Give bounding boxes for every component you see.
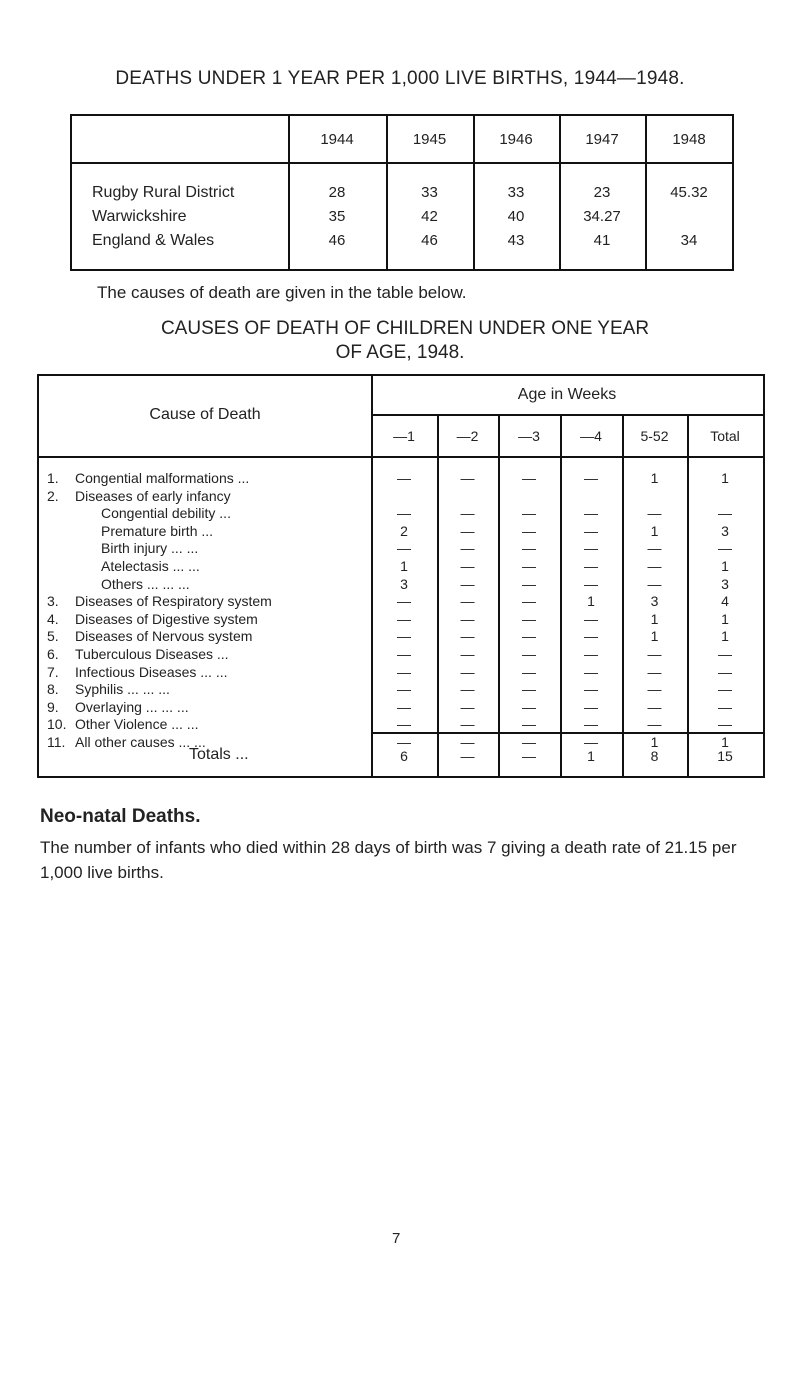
cause-label: Congential malformations ... — [75, 470, 250, 486]
cause-count: — — [522, 681, 536, 698]
cause-count: 3 — [721, 575, 729, 592]
cause-number: 4. — [47, 610, 59, 627]
cause-count: — — [584, 681, 598, 698]
cause-count: — — [584, 716, 598, 733]
cause-count: 1 — [650, 734, 659, 750]
cause-number: 8. — [47, 681, 59, 698]
cause-count: — — [460, 540, 475, 557]
cause-count: — — [522, 505, 536, 522]
cause-count: 1 — [721, 470, 729, 486]
cause-count: — — [584, 734, 598, 750]
cause-number: 3. — [47, 593, 59, 610]
cause-label: Congential debility ... — [101, 505, 231, 522]
total-count: — — [460, 748, 475, 764]
cause-count: — — [397, 540, 411, 557]
rate-value: 43 — [507, 232, 525, 249]
area-label: England & Wales — [92, 232, 215, 249]
cause-count: — — [647, 698, 662, 715]
cause-count: — — [460, 734, 475, 750]
cause-count: — — [647, 540, 662, 557]
cause-number: 1. — [47, 470, 59, 486]
age-column-header: —2 — [456, 428, 479, 444]
causes-title-line2: OF AGE, 1948. — [335, 342, 465, 363]
age-column-header: 5-52 — [640, 428, 669, 444]
cause-count: — — [647, 558, 662, 574]
cause-count: — — [584, 522, 598, 539]
cause-label: Birth injury ... ... — [101, 540, 199, 557]
rate-value: 34.27 — [583, 208, 621, 225]
cause-count: — — [460, 681, 475, 698]
cause-count: — — [460, 522, 475, 539]
cause-count: — — [522, 558, 536, 574]
cause-count: — — [397, 505, 411, 522]
rate-value: 45.32 — [670, 184, 708, 201]
cause-count: — — [460, 716, 475, 733]
cause-label: Diseases of Digestive system — [75, 610, 258, 627]
cause-count: — — [718, 505, 732, 522]
cause-label: Overlaying ... ... ... — [75, 698, 189, 715]
cause-count: — — [584, 628, 598, 645]
cause-count: 1 — [650, 610, 659, 627]
cause-count: — — [647, 575, 662, 592]
cause-count: — — [460, 470, 475, 486]
cause-count: — — [718, 681, 732, 698]
rate-value: 33 — [421, 184, 438, 201]
cause-count: — — [584, 698, 598, 715]
cause-count: — — [460, 505, 475, 522]
cause-count: — — [397, 716, 411, 733]
age-column-header: —1 — [393, 428, 415, 444]
cause-count: 1 — [650, 470, 659, 486]
rate-value: 41 — [593, 232, 611, 249]
cause-label: Others ... ... ... — [101, 575, 190, 592]
page-title: DEATHS UNDER 1 YEAR PER 1,000 LIVE BIRTHS, 1944—1948. — [115, 68, 685, 89]
cause-count: — — [522, 522, 536, 539]
cause-count: — — [584, 470, 598, 486]
cause-count: — — [647, 505, 662, 522]
neonatal-text: The number of infants who died within 28 days of birth was 7 giving a death rate of 21.15 per 1,000 live births. — [40, 838, 737, 882]
rate-value: 40 — [507, 208, 525, 225]
rate-value: 42 — [421, 208, 438, 225]
cause-label: Atelectasis ... ... — [101, 558, 200, 574]
area-label: Rugby Rural District — [92, 184, 235, 201]
cause-count: 3 — [721, 522, 729, 539]
cause-number: 5. — [47, 628, 59, 645]
cause-label: Tuberculous Diseases ... — [75, 646, 229, 662]
cause-count: — — [522, 628, 536, 645]
rate-value: 46 — [328, 232, 346, 249]
cause-count: — — [397, 681, 411, 698]
cause-count: — — [522, 470, 536, 486]
cause-count: 1 — [587, 593, 595, 610]
rate-value: 33 — [507, 184, 525, 201]
cause-count: — — [522, 593, 536, 610]
area-label: Warwickshire — [92, 208, 187, 225]
age-column-header: —3 — [518, 428, 540, 444]
cause-count: 3 — [400, 575, 408, 592]
age-column-header: Total — [710, 428, 740, 444]
cause-count: — — [718, 716, 732, 733]
cause-count: — — [460, 610, 475, 627]
cause-label: Infectious Diseases ... ... — [75, 663, 228, 680]
rate-value: 35 — [328, 208, 346, 225]
causes-table — [37, 374, 765, 778]
cause-count: — — [460, 575, 475, 592]
cause-number: 9. — [47, 698, 59, 715]
cause-count: — — [718, 698, 732, 715]
rate-value: 46 — [421, 232, 438, 249]
cause-label: Premature birth ... — [101, 522, 214, 539]
cause-count: — — [584, 540, 598, 557]
cause-count: — — [397, 470, 411, 486]
cause-count: — — [647, 646, 662, 662]
total-count: 6 — [400, 748, 408, 764]
cause-count: — — [397, 646, 411, 662]
cause-count: — — [647, 716, 662, 733]
cause-label: Syphilis ... ... ... — [75, 681, 170, 698]
cause-count: — — [460, 558, 475, 574]
cause-count: — — [522, 540, 536, 557]
cause-label: Other Violence ... ... — [75, 716, 199, 733]
rate-value: 34 — [680, 232, 698, 249]
cause-count: 1 — [721, 734, 729, 750]
year-header: 1945 — [412, 131, 447, 148]
cause-count: — — [397, 698, 411, 715]
cause-count: — — [397, 593, 411, 610]
cause-count: — — [460, 663, 475, 680]
cause-count: — — [718, 663, 732, 680]
cause-count: 1 — [400, 558, 408, 574]
cause-count: — — [460, 698, 475, 715]
total-count: 15 — [717, 748, 733, 764]
cause-label: Diseases of Respiratory system — [75, 593, 272, 610]
cause-count: — — [522, 663, 536, 680]
cause-count: — — [718, 646, 732, 662]
cause-count: — — [397, 610, 411, 627]
rate-value: 23 — [593, 184, 611, 201]
cause-count: — — [584, 646, 598, 662]
total-count: 1 — [587, 748, 595, 764]
cause-number: 7. — [47, 663, 59, 680]
page-number: 7 — [392, 1230, 401, 1247]
cause-count: 4 — [721, 593, 729, 610]
cause-label: All other causes ... ... — [75, 734, 206, 750]
cause-count: 1 — [650, 522, 659, 539]
cause-count: — — [397, 734, 411, 750]
cause-count: 1 — [650, 628, 659, 645]
neonatal-heading: Neo-natal Deaths. — [40, 806, 201, 827]
cause-count: — — [460, 628, 475, 645]
cause-count: — — [584, 575, 598, 592]
year-header: 1947 — [585, 131, 619, 148]
intro-text: The causes of death are given in the table below. — [97, 283, 467, 302]
cause-count: — — [584, 558, 598, 574]
cause-number: 11. — [47, 734, 66, 750]
cause-count: 1 — [721, 610, 729, 627]
cause-number: 6. — [47, 646, 59, 662]
cause-count: — — [647, 663, 662, 680]
year-header: 1948 — [672, 131, 706, 148]
age-header: Age in Weeks — [517, 386, 617, 403]
cause-label: Diseases of early infancy — [75, 487, 231, 504]
cause-count: — — [522, 610, 536, 627]
cause-count: 1 — [721, 628, 729, 645]
cause-number: 10. — [47, 716, 67, 733]
total-count: 8 — [650, 748, 659, 764]
year-header: 1946 — [499, 131, 533, 148]
cause-count: — — [584, 663, 598, 680]
rates-table — [70, 114, 734, 271]
cause-header: Cause of Death — [149, 406, 261, 423]
cause-count: — — [397, 663, 411, 680]
cause-number: 2. — [47, 487, 59, 504]
rate-value: 28 — [328, 184, 346, 201]
total-count: — — [522, 748, 536, 764]
cause-count: 1 — [721, 558, 729, 574]
cause-count: — — [522, 716, 536, 733]
year-header: 1944 — [320, 131, 354, 148]
cause-count: — — [522, 646, 536, 662]
cause-count: — — [584, 505, 598, 522]
cause-count: — — [647, 681, 662, 698]
cause-count: — — [522, 734, 536, 750]
cause-count: — — [460, 593, 475, 610]
cause-count: 3 — [650, 593, 659, 610]
cause-count: — — [522, 575, 536, 592]
cause-count: — — [460, 646, 475, 662]
cause-count: — — [522, 698, 536, 715]
cause-count: — — [718, 540, 732, 557]
cause-count: — — [584, 610, 598, 627]
cause-count: — — [397, 628, 411, 645]
causes-title: CAUSES OF DEATH OF CHILDREN UNDER ONE YEAR — [160, 318, 650, 339]
totals-label: Totals ... — [189, 746, 249, 763]
cause-count: 2 — [400, 522, 408, 539]
age-column-header: —4 — [580, 428, 602, 444]
cause-label: Diseases of Nervous system — [75, 628, 253, 645]
